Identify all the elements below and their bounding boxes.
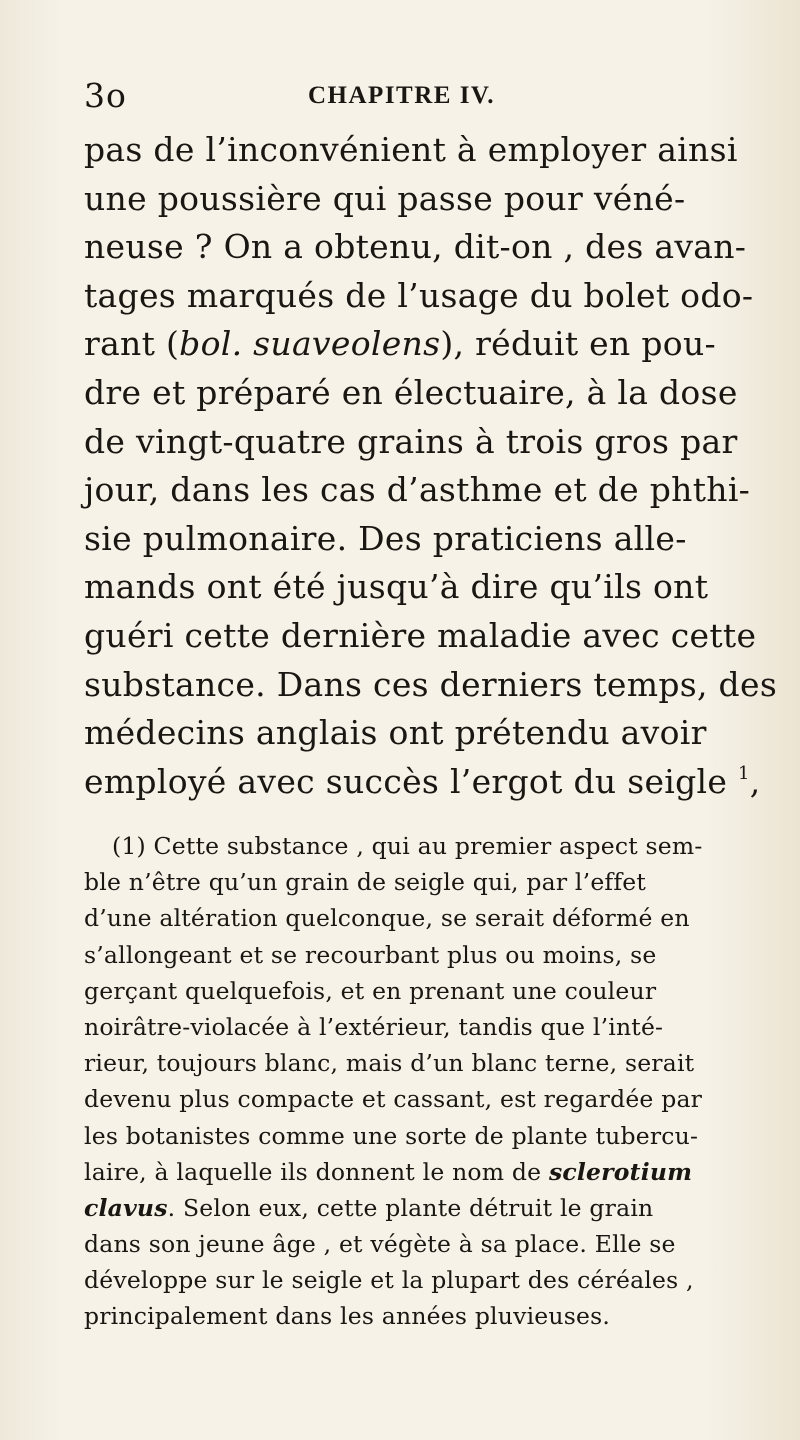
- text-line: [84, 758, 764, 807]
- text-span: ), réduit en pou-: [440, 324, 716, 364]
- text-line: [84, 320, 764, 369]
- footnote-line: dans son jeune âge , et végète à sa place. Elle se: [84, 1230, 676, 1259]
- footnote-line: développe sur le seigle et la plupart des céréales ,: [84, 1266, 694, 1295]
- text-line: médecins anglais ont prétendu avoir: [84, 713, 707, 753]
- footnote-line: gerçant quelquefois, et en prenant une couleur: [84, 976, 657, 1005]
- footnote-line: rieur, toujours blanc, mais d’un blanc terne, serait: [84, 1049, 695, 1078]
- page-number: 3o: [84, 76, 127, 115]
- text-span: employé avec succès l’ergot du seigle: [84, 761, 739, 801]
- footnote-line: ble n’être qu’un grain de seigle qui, par l’effet: [84, 868, 646, 897]
- footnote-line: d’une altération quelconque, se serait déformé en: [84, 904, 690, 933]
- footnote-line: noirâtre-violacée à l’extérieur, tandis que l’inté-: [84, 1012, 664, 1041]
- text-line: de vingt-quatre grains à trois gros par: [84, 421, 738, 461]
- footnote-line: s’allongeant et se recourbant plus ou moins, se: [84, 940, 657, 969]
- text-line: guéri cette dernière maladie avec cette: [84, 615, 757, 655]
- footnote-line: (1) Cette substance , qui au premier aspect sem-: [112, 832, 703, 860]
- text-line: tages marqués de l’usage du bolet odo-: [84, 275, 754, 315]
- footnote-line: devenu plus compacte et cassant, est regardée par: [84, 1085, 703, 1114]
- text-line: neuse ? On a obtenu, dit-on , des avan-: [84, 227, 747, 267]
- text-line: mands ont été jusqu’à dire qu’ils ont: [84, 567, 709, 607]
- main-text: [84, 126, 778, 806]
- latin-name: sclerotium: [548, 1157, 693, 1186]
- text-span: rant (: [84, 324, 180, 364]
- page-header: [84, 76, 724, 120]
- text-line: pas de l’inconvénient à employer ainsi: [84, 130, 738, 169]
- footnote: [84, 828, 784, 1335]
- text-span: . Selon eux, cette plante détruit le grain: [167, 1193, 654, 1222]
- text-line: jour, dans les cas d’asthme et de phthi-: [84, 470, 751, 510]
- text-line: dre et préparé en électuaire, à la dose: [84, 372, 738, 412]
- text-line: substance. Dans ces derniers temps, des: [84, 664, 778, 704]
- footnote-line: les botanistes comme une sorte de plante tubercu-: [84, 1121, 699, 1150]
- running-head: CHAPITRE IV.: [308, 82, 496, 109]
- text-span: ,: [749, 761, 761, 801]
- latin-name: clavus: [84, 1193, 168, 1222]
- text-span: laire, à laquelle ils donnent le nom de: [84, 1157, 549, 1186]
- text-line: sie pulmonaire. Des praticiens alle-: [84, 518, 687, 558]
- text-line: une poussière qui passe pour véné-: [84, 178, 686, 218]
- latin-name: bol. suaveolens: [179, 324, 441, 364]
- footnote-marker[interactable]: 1: [738, 762, 750, 784]
- footnote-line: [84, 1154, 784, 1190]
- footnote-line: principalement dans les années pluvieuses.: [84, 1302, 611, 1331]
- footnote-line: [84, 1190, 784, 1226]
